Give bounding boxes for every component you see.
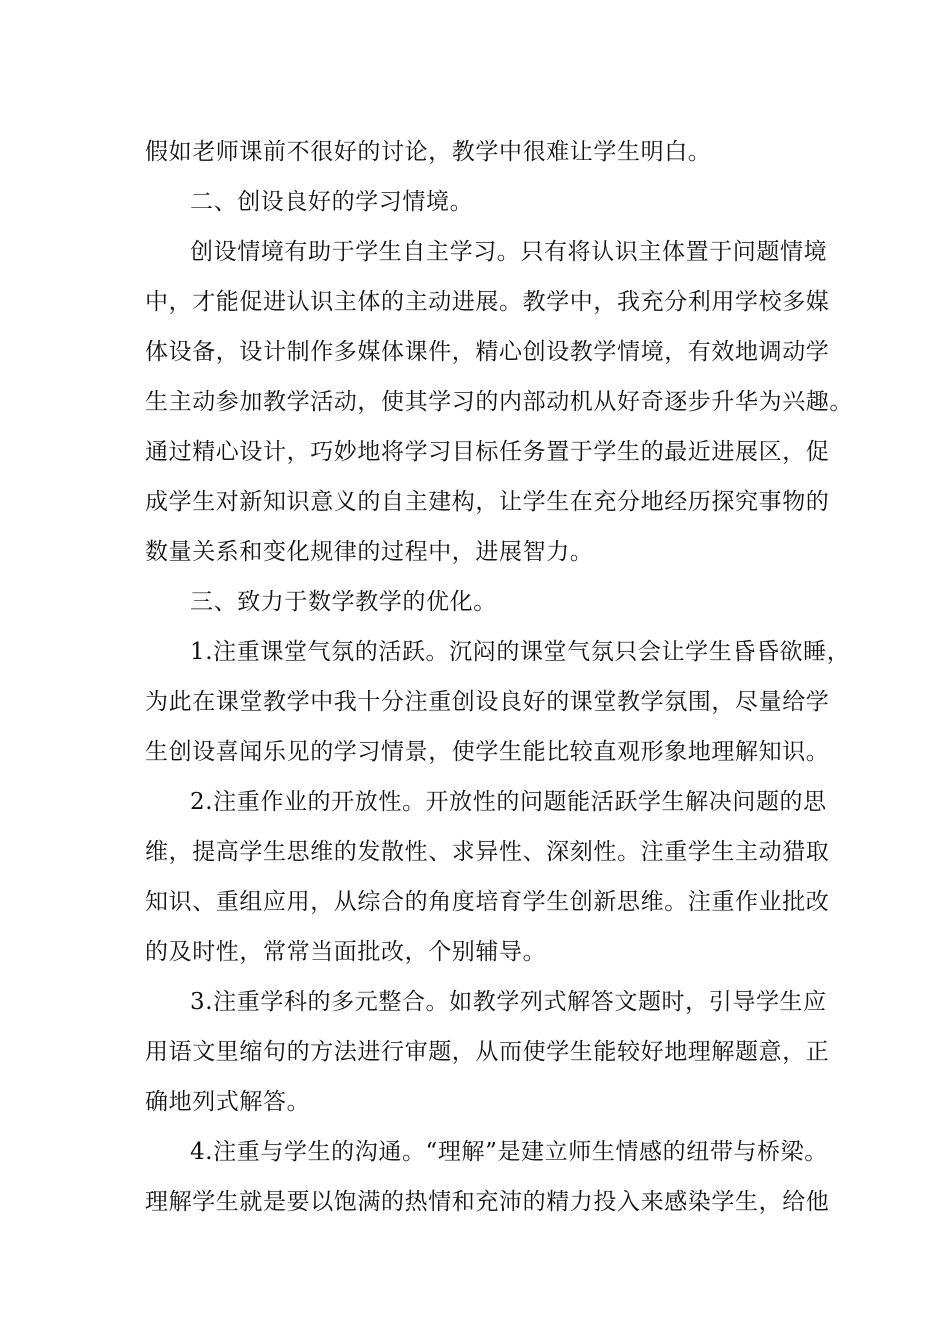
text-line: 中，才能促进认识主体的主动进展。教学中，我充分利用学校多媒 — [145, 289, 830, 315]
section-heading: 三、致力于数学教学的优化。 — [190, 589, 497, 615]
text-line: 为此在课堂教学中我十分注重创设良好的课堂教学氛围，尽量给学 — [145, 689, 830, 715]
text-line: 成学生对新知识意义的自主建构，让学生在充分地经历探究事物的 — [145, 489, 830, 515]
text-line: 2.注重作业的开放性。开放性的问题能活跃学生解决问题的思 — [190, 789, 827, 815]
text-line: 1.注重课堂气氛的活跃。沉闷的课堂气氛只会让学生昏昏欲睡， — [190, 639, 851, 665]
text-line: 知识、重组应用，从综合的角度培育学生创新思维。注重作业批改 — [145, 889, 830, 915]
text-line: 理解学生就是要以饱满的热情和充沛的精力投入来感染学生，给他 — [145, 1189, 830, 1215]
text-line: 假如老师课前不很好的讨论，教学中很难让学生明白。 — [145, 139, 712, 165]
text-line: 生创设喜闻乐见的学习情景，使学生能比较直观形象地理解知识。 — [145, 739, 830, 765]
text-line: 体设备，设计制作多媒体课件，精心创设教学情境，有效地调动学 — [145, 339, 830, 365]
text-line: 的及时性，常常当面批改，个别辅导。 — [145, 939, 547, 965]
text-line: 维，提高学生思维的发散性、求异性、深刻性。注重学生主动猎取 — [145, 839, 830, 865]
text-line: 通过精心设计，巧妙地将学习目标任务置于学生的最近进展区，促 — [145, 439, 830, 465]
text-line: 确地列式解答。 — [145, 1089, 311, 1115]
text-line: 用语文里缩句的方法进行审题，从而使学生能较好地理解题意，正 — [145, 1039, 830, 1065]
text-line: 数量关系和变化规律的过程中，进展智力。 — [145, 539, 594, 565]
text-line: 3.注重学科的多元整合。如教学列式解答文题时，引导学生应 — [190, 989, 827, 1015]
text-line: 4.注重与学生的沟通。“理解”是建立师生情感的纽带与桥梁。 — [190, 1139, 828, 1165]
section-heading: 二、创设良好的学习情境。 — [190, 189, 474, 215]
text-line: 生主动参加教学活动，使其学习的内部动机从好奇逐步升华为兴趣。 — [145, 389, 853, 415]
text-line: 创设情境有助于学生自主学习。只有将认识主体置于问题情境 — [190, 239, 828, 265]
